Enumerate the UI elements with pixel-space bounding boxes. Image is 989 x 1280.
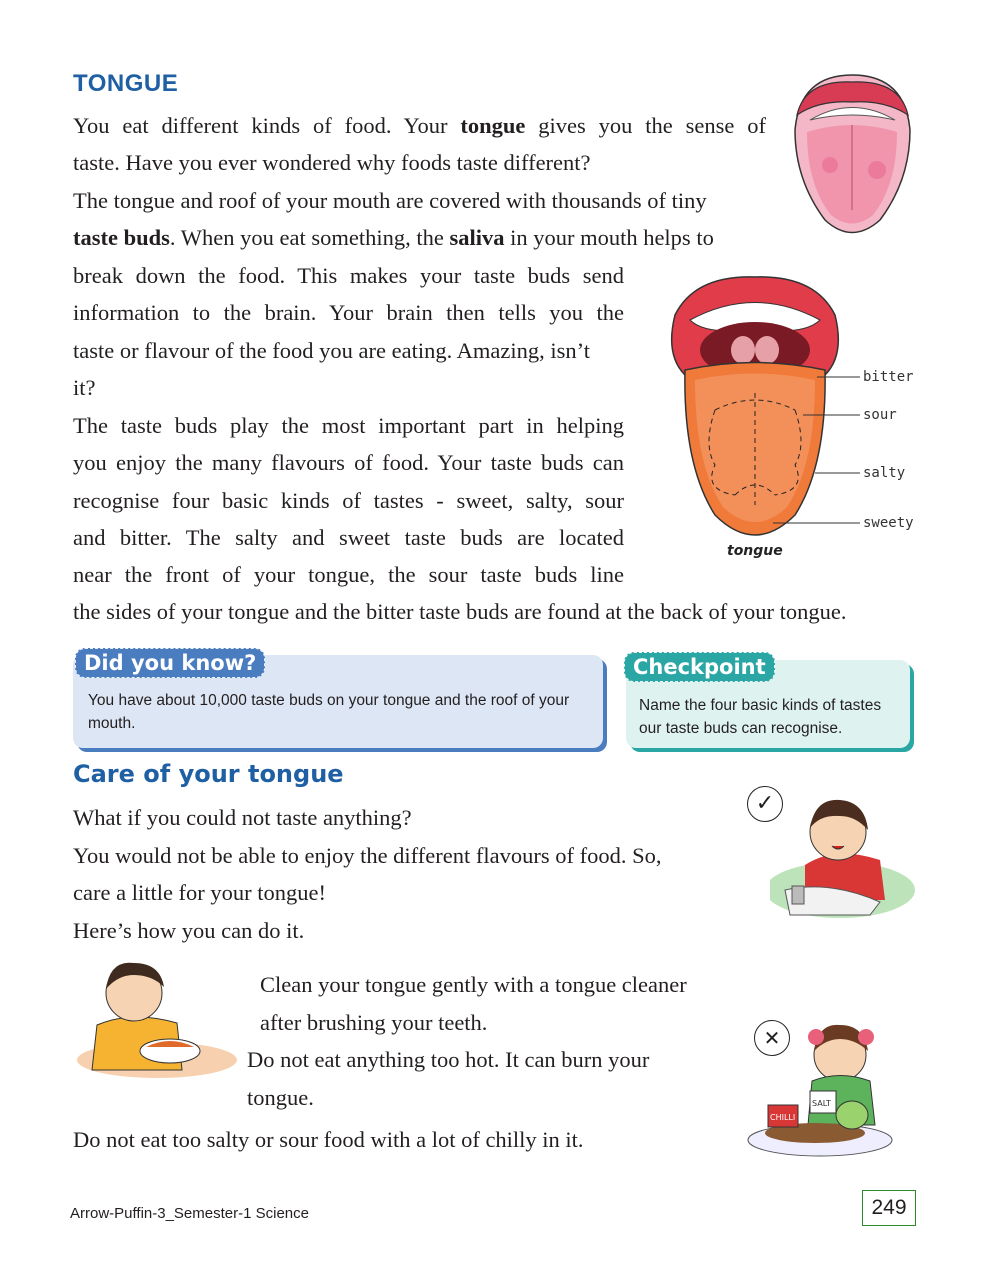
child-eating-illustration <box>72 955 237 1080</box>
body-line-10: you enjoy the many flavours of food. Your taste buds can <box>73 450 624 475</box>
care-line-3: care a little for your tongue! <box>73 880 327 905</box>
care-line-1: What if you could not taste anything? <box>73 805 412 830</box>
body-line-1: You eat different kinds of food. Your tongue gives you the sense of <box>73 113 766 138</box>
diagram-label-salty: salty <box>863 465 906 481</box>
chilli-pack-label: CHILLI <box>770 1113 796 1122</box>
body-line-9: The taste buds play the most important part in helping <box>73 413 624 438</box>
care-title: Care of your tongue <box>73 760 344 788</box>
checkpoint-tag: Checkpoint <box>624 652 775 682</box>
did-you-know-text: You have about 10,000 taste buds on your tongue and the roof of your mouth. <box>88 692 570 732</box>
salt-pack-label: SALT <box>812 1099 831 1108</box>
tip-line-1: Clean your tongue gently with a tongue cleaner <box>260 972 687 997</box>
diagram-label-sour: sour <box>863 407 897 423</box>
checkpoint-text: Name the four basic kinds of tastes our taste buds can recognise. <box>639 697 882 737</box>
care-line-4: Here’s how you can do it. <box>73 918 305 943</box>
body-line-12: and bitter. The salty and sweet taste buds are located <box>73 525 624 550</box>
tip-line-4: tongue. <box>247 1085 314 1110</box>
diagram-caption: tongue <box>727 543 783 559</box>
body-line-8: it? <box>73 375 96 400</box>
body-line-13: near the front of your tongue, the sour taste buds line <box>73 562 624 587</box>
did-you-know-tag: Did you know? <box>75 648 265 678</box>
footer-book-title: Arrow-Puffin-3_Semester-1 Science <box>70 1205 309 1222</box>
tongue-taste-map-diagram <box>655 265 925 565</box>
body-line-11: recognise four basic kinds of tastes - sweet, salty, sour <box>73 488 624 513</box>
check-mark-icon: ✓ <box>747 786 783 822</box>
tip-line-2: after brushing your teeth. <box>260 1010 488 1035</box>
cross-mark-icon: ✕ <box>754 1020 790 1056</box>
child-salty-food-illustration <box>740 1015 920 1165</box>
body-line-6: information to the brain. Your brain then tells you the <box>73 300 624 325</box>
tip-line-5: Do not eat too salty or sour food with a lot of chilly in it. <box>73 1127 584 1152</box>
diagram-label-bitter: bitter <box>863 369 914 385</box>
child-cleaning-tongue-illustration <box>770 790 920 920</box>
body-line-3: The tongue and roof of your mouth are covered with thousands of tiny <box>73 188 707 213</box>
body-line-4: taste buds. When you eat something, the saliva in your mouth helps to <box>73 225 714 250</box>
tip-line-3: Do not eat anything too hot. It can burn your <box>247 1047 650 1072</box>
body-line-14: the sides of your tongue and the bitter taste buds are found at the back of your tongue. <box>73 599 847 624</box>
section-title: TONGUE <box>73 70 179 97</box>
body-line-5: break down the food. This makes your taste buds send <box>73 263 624 288</box>
tongue-illustration <box>785 70 920 242</box>
body-line-2: taste. Have you ever wondered why foods taste different? <box>73 150 591 175</box>
diagram-label-sweety: sweety <box>863 515 914 531</box>
body-line-7: taste or flavour of the food you are eating. Amazing, isn’t <box>73 338 590 363</box>
care-line-2: You would not be able to enjoy the different flavours of food. So, <box>73 843 662 868</box>
page-number: 249 <box>862 1190 916 1226</box>
